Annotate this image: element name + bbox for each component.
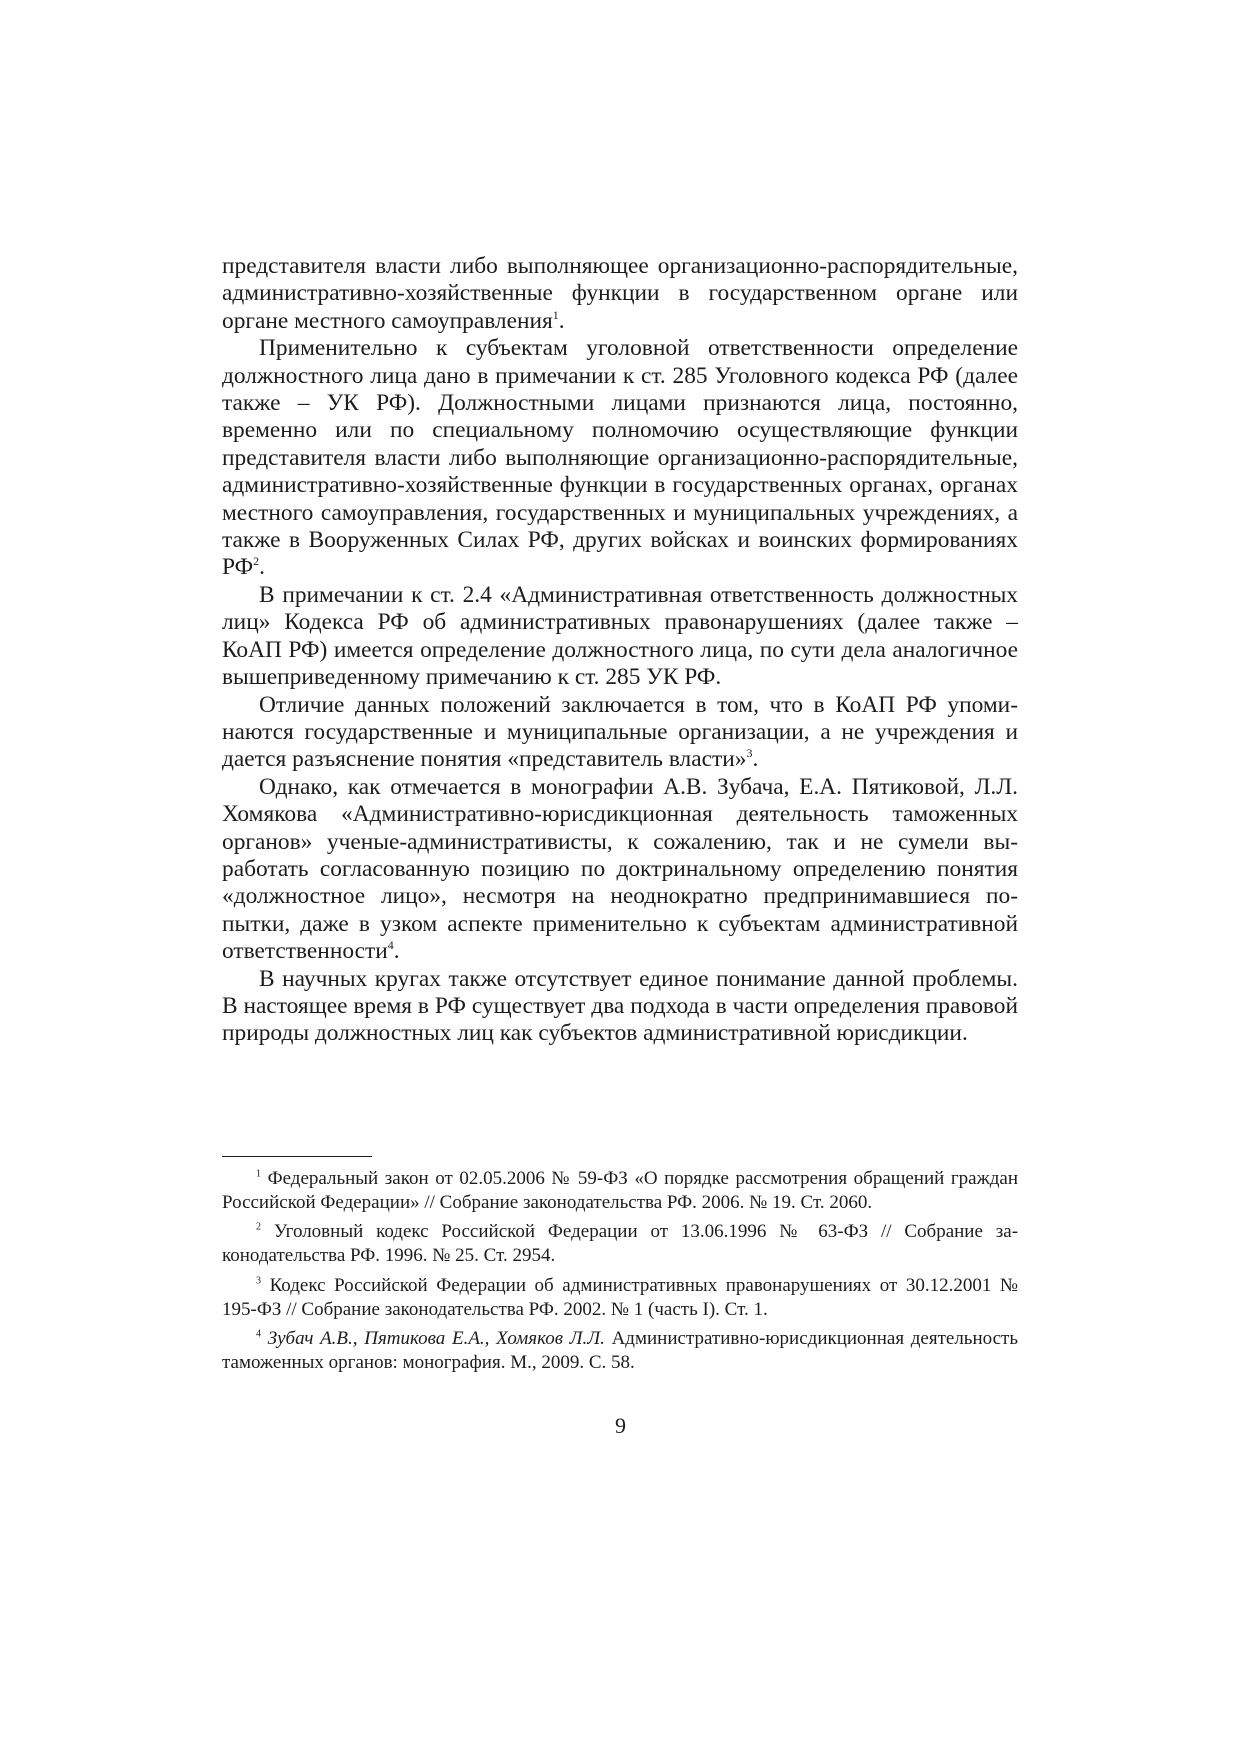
paragraph-tail: . xyxy=(558,307,565,334)
paragraph-4 xyxy=(222,692,1018,774)
footnote-marker: 1 xyxy=(256,1168,261,1180)
paragraph-text: В научных кругах также отсутствует единое понимание данной проблемы. В настоящее время в РФ существует два подхода в части определения правовой природы должностных лиц как субъектов административной юрисдикции. xyxy=(222,965,1018,1047)
footnote-text: Уголовный кодекс Российской Федерации от 13.06.1996 № 63-ФЗ // Собрание законодательства РФ. 1996. № 25. Ст. 2954. xyxy=(222,1221,1019,1267)
footnote-1 xyxy=(222,1167,1018,1214)
paragraph-text: Применительно к субъектам уголовной ответственности определение должностного лица дано в примечании к ст. 285 Уголовного кодекса РФ (далее также – УК РФ). Должностными лицами признаются лица, постоянно, временно или по специальному полномочию осуществляющие функции представителя власти либо выполняющие организационно-распорядительные, административно-хозяйственные функции в государственных органах, органах местного самоуправления, государственных и муниципальных учреждениях, а также в Вооруженных Силах РФ, других войсках и воинских формированиях РФ xyxy=(222,335,1018,581)
footnote-ref-4[interactable]: 4 xyxy=(387,938,394,953)
footnote-ref-2[interactable]: 2 xyxy=(253,554,260,569)
footnotes xyxy=(222,1167,1018,1381)
page-number: 9 xyxy=(615,1413,626,1438)
footnote-text: Федеральный закон от 02.05.2006 № 59-ФЗ «О порядке рассмотрения обращений граждан Российской Федерации» // Собрание законодательства РФ. 2006. № 19. Ст. 2060. xyxy=(222,1168,1019,1213)
paragraph-text: Отличие данных положений заключается в том, что в КоАП РФ упоминаются государственные и муниципальные организации, а не учреждения и дается разъяснение понятия «представитель власти» xyxy=(222,691,1018,773)
footnote-marker: 4 xyxy=(256,1328,261,1340)
paragraph-1 xyxy=(222,253,1018,335)
paragraph-2 xyxy=(222,335,1018,582)
paragraph-text: Однако, как отмечается в монографии А.В. Зубача, Е.А. Пятиковой, Л.Л. Хомякова «Административно-юрисдикционная деятельность таможенных органов» ученые-административисты, к сожалению, так и не сумели выработать согласованную позицию по доктринальному определению понятия «должностное лицо», несмотря на неоднократно предпринимавшиеся попытки, даже в узком аспекте применительно к субъектам административной ответственности xyxy=(222,773,1018,965)
paragraph-6 xyxy=(222,966,1018,1048)
paragraph-3 xyxy=(222,582,1018,692)
footnote-ref-3[interactable]: 3 xyxy=(746,746,753,761)
footnote-2 xyxy=(222,1220,1018,1267)
paragraph-text: В примечании к ст. 2.4 «Административная ответственность должностных лиц» Кодекса РФ об административных правонарушениях (далее также – КоАП РФ) имеется определение должностного лица, по сути дела аналогичное вышеприведенному примечанию к ст. 285 УК РФ. xyxy=(222,581,1018,691)
footnote-marker: 3 xyxy=(256,1275,261,1287)
footnote-ref-1[interactable]: 1 xyxy=(552,308,559,323)
main-text xyxy=(222,253,1018,1048)
footnote-authors: Зубач А.В., Пятикова Е.А., Хомяков Л.Л. xyxy=(267,1328,605,1350)
footnote-marker: 2 xyxy=(256,1222,261,1234)
footnote-text: Кодекс Российской Федерации об административных правонарушениях от 30.12.2001 № 195-ФЗ // Собрание законодательства РФ. 2002. № 1 (часть I). Ст. 1. xyxy=(222,1274,1019,1320)
paragraph-tail: . xyxy=(393,938,400,965)
footnote-3 xyxy=(222,1274,1018,1321)
footnote-divider xyxy=(222,1156,372,1157)
footnote-text: Административно-юрисдикционная деятельность таможенных органов: монография. М., 2009. С. 58. xyxy=(222,1328,1019,1373)
paragraph-text: представителя власти либо выполняющее организационно-распорядительные, административно-хозяйственные функции в государственном органе или органе местного самоуправления xyxy=(222,253,1018,334)
footnote-4 xyxy=(222,1327,1018,1374)
paragraph-tail: . xyxy=(259,554,265,581)
paragraph-tail: . xyxy=(752,746,759,773)
paragraph-5 xyxy=(222,774,1018,966)
